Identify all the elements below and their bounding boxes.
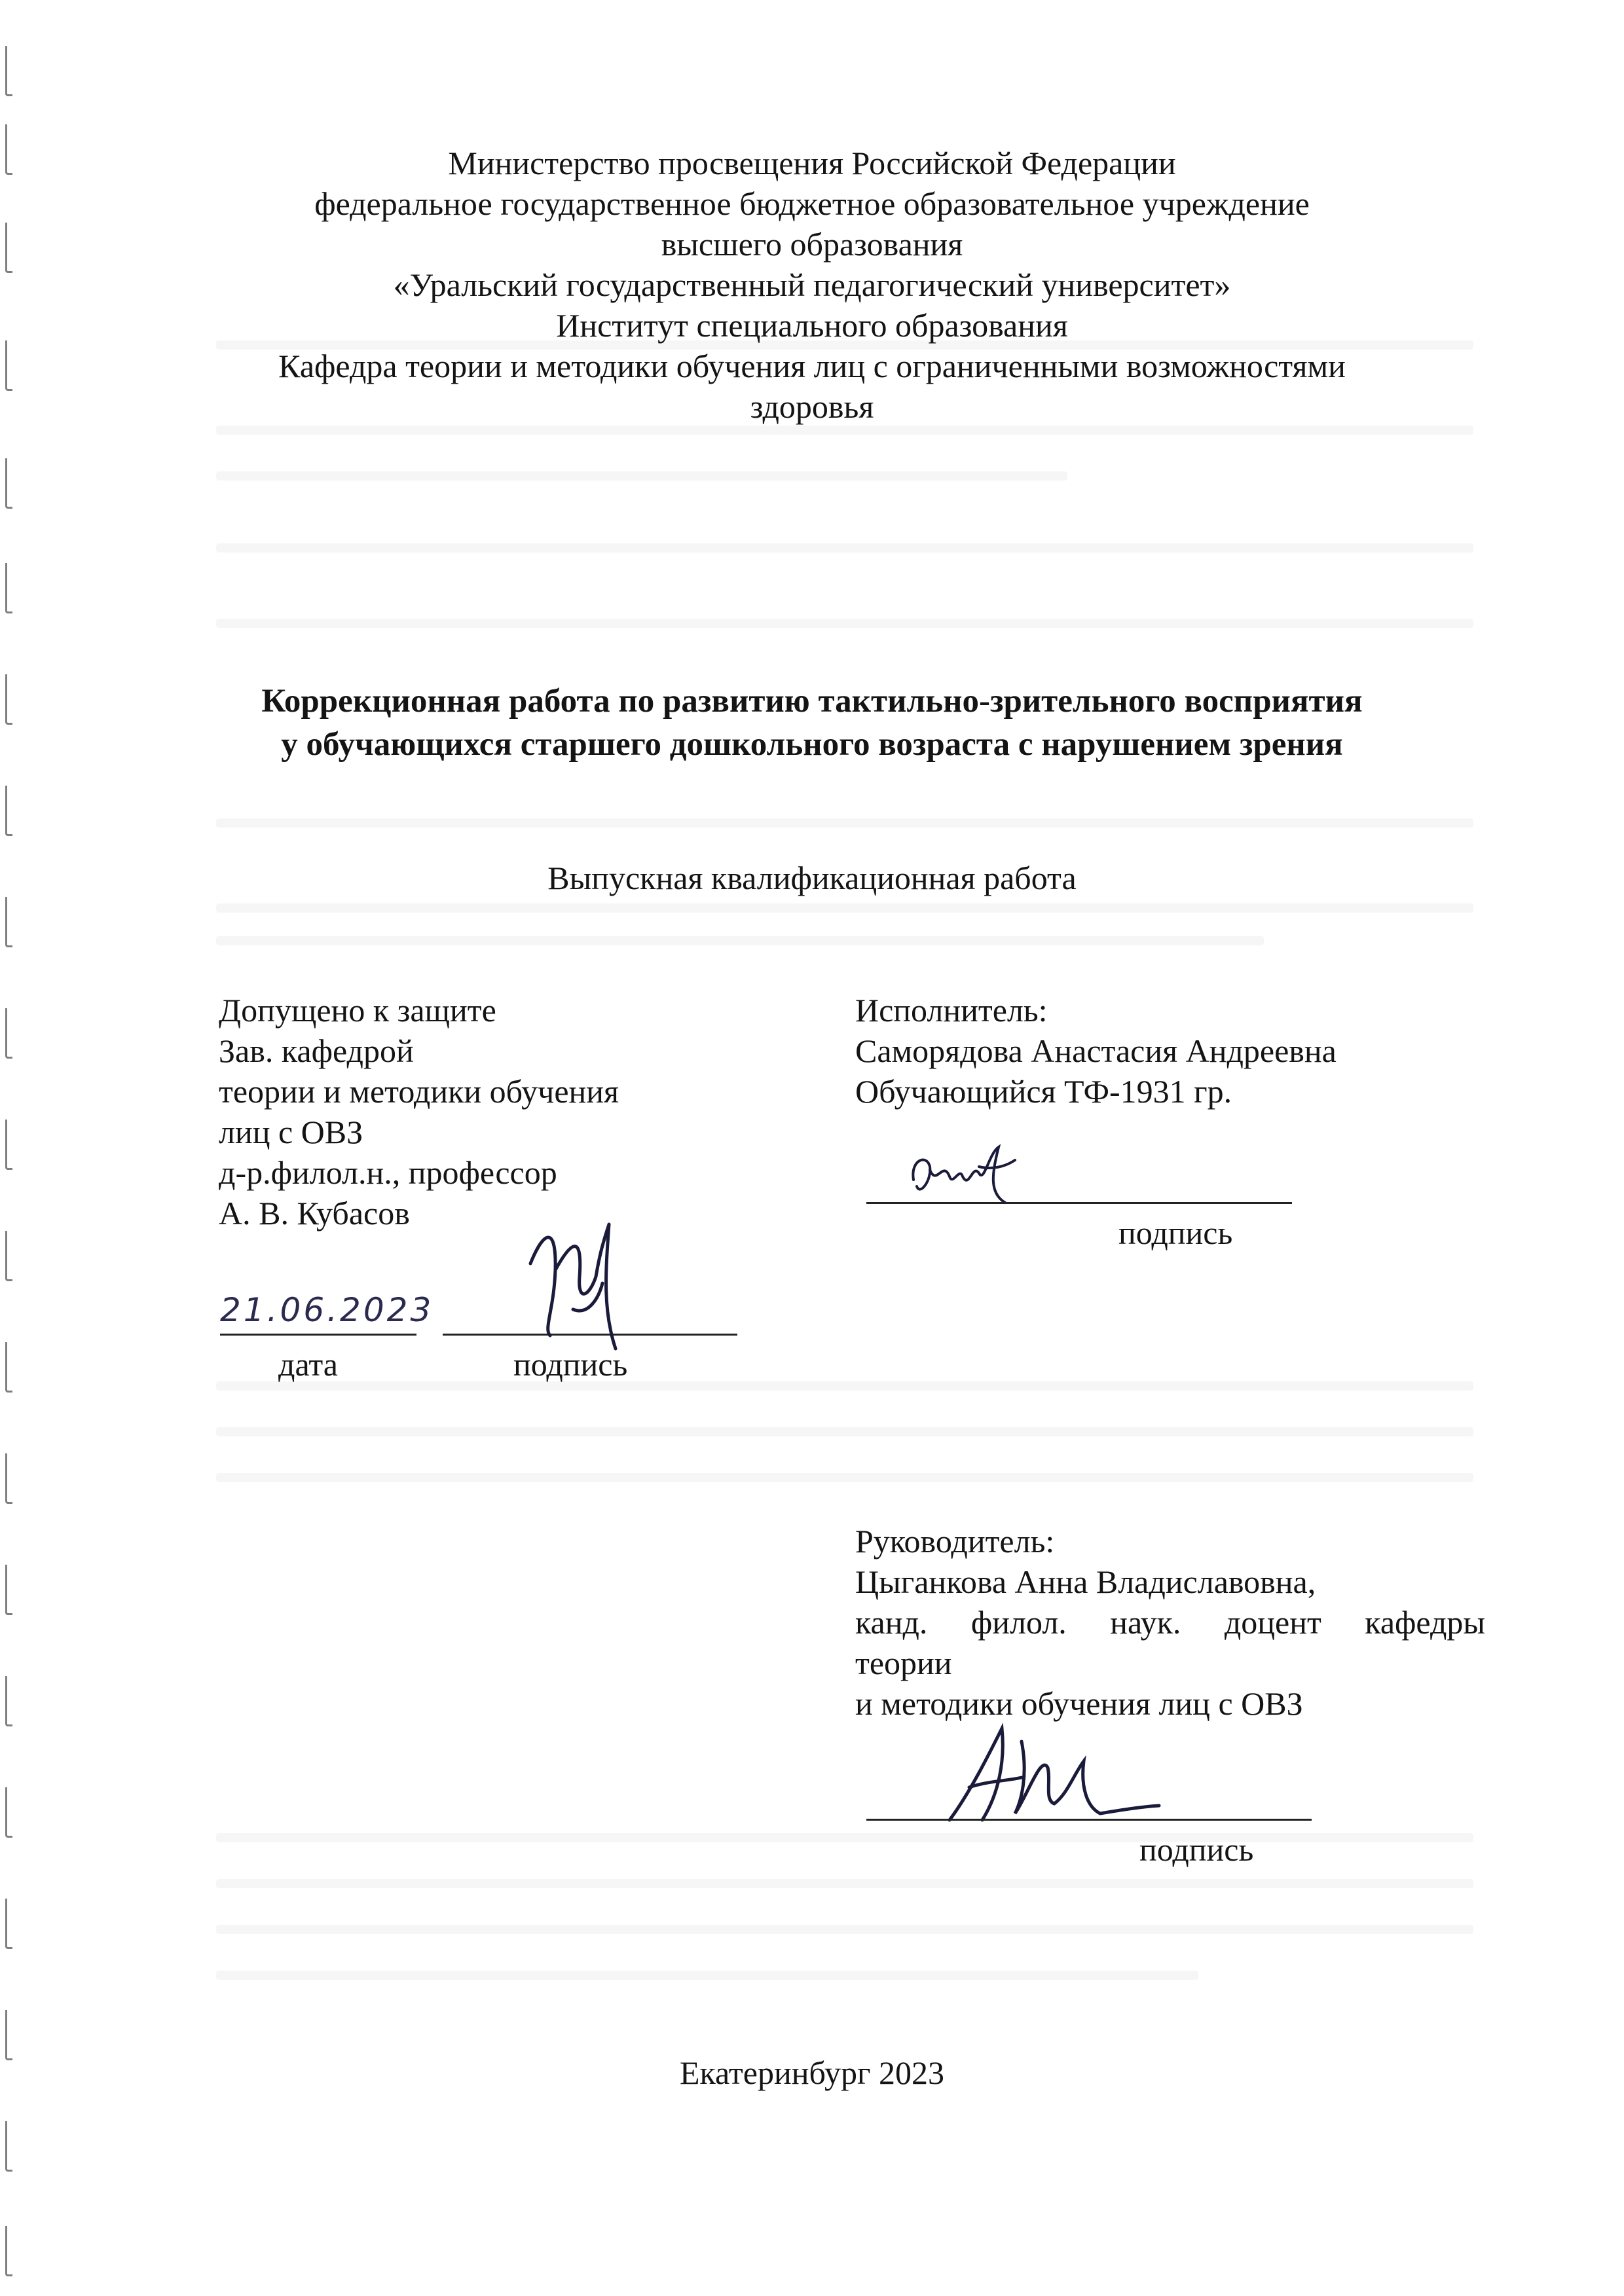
head-signature-label: подпись bbox=[513, 1346, 628, 1383]
supervisor-position-line-1: канд. филол. наук. доцент кафедры bbox=[855, 1604, 1485, 1641]
approval-line-2: Зав. кафедрой bbox=[219, 1032, 414, 1069]
approval-line-4: лиц с ОВЗ bbox=[219, 1114, 363, 1150]
department-line-continued: здоровья bbox=[750, 388, 874, 425]
supervisor-name: Цыганкова Анна Владиславовна, bbox=[855, 1563, 1316, 1600]
approval-line-1: Допущено к защите bbox=[219, 992, 496, 1029]
institution-header bbox=[0, 143, 1624, 427]
executor-heading: Исполнитель: bbox=[855, 992, 1048, 1029]
date-label: дата bbox=[278, 1346, 338, 1383]
approval-line-3: теории и методики обучения bbox=[219, 1073, 619, 1110]
supervisor-position-line-2: теории bbox=[855, 1645, 952, 1681]
executor-block bbox=[855, 990, 1484, 1112]
supervisor-signature-label: подпись bbox=[1139, 1831, 1254, 1868]
thesis-title-line-2: у обучающихся старшего дошкольного возраста с нарушением зрения bbox=[281, 726, 1343, 763]
supervisor-position-line-3: и методики обучения лиц с ОВЗ bbox=[855, 1685, 1303, 1722]
city-year: Екатеринбург 2023 bbox=[679, 2054, 945, 2091]
approval-block bbox=[219, 990, 847, 1233]
supervisor-heading: Руководитель: bbox=[855, 1523, 1055, 1559]
approval-date-value: 21.06.2023 bbox=[220, 1291, 434, 1329]
institution-type-line: федеральное государственное бюджетное образовательное учреждение bbox=[314, 185, 1310, 222]
education-level-line: высшего образования bbox=[661, 226, 963, 263]
approval-line-5: д-р.филол.н., профессор bbox=[219, 1154, 557, 1191]
executor-signature-line bbox=[866, 1202, 1292, 1204]
executor-name: Саморядова Анастасия Андреевна bbox=[855, 1032, 1337, 1069]
thesis-title-line-1: Коррекционная работа по развитию тактильно-зрительного восприятия bbox=[261, 683, 1363, 720]
department-line: Кафедра теории и методики обучения лиц с ограниченными возможностями bbox=[278, 348, 1346, 384]
ministry-line: Министерство просвещения Российской Федерации bbox=[448, 145, 1176, 181]
institute-line: Институт специального образования bbox=[556, 307, 1068, 344]
supervisor-block bbox=[855, 1521, 1485, 1724]
head-signature-scribble bbox=[517, 1218, 642, 1368]
thesis-title bbox=[0, 680, 1624, 766]
executor-signature-label: подпись bbox=[1118, 1214, 1233, 1251]
work-type: Выпускная квалификационная работа bbox=[547, 860, 1077, 896]
supervisor-signature-scribble bbox=[930, 1715, 1166, 1833]
supervisor-signature-line bbox=[866, 1819, 1312, 1821]
approval-line-6: А. В. Кубасов bbox=[219, 1195, 410, 1231]
date-line bbox=[220, 1334, 416, 1336]
executor-group: Обучающийся ТФ-1931 гр. bbox=[855, 1073, 1232, 1110]
university-name-line: «Уральский государственный педагогический университет» bbox=[393, 266, 1231, 303]
